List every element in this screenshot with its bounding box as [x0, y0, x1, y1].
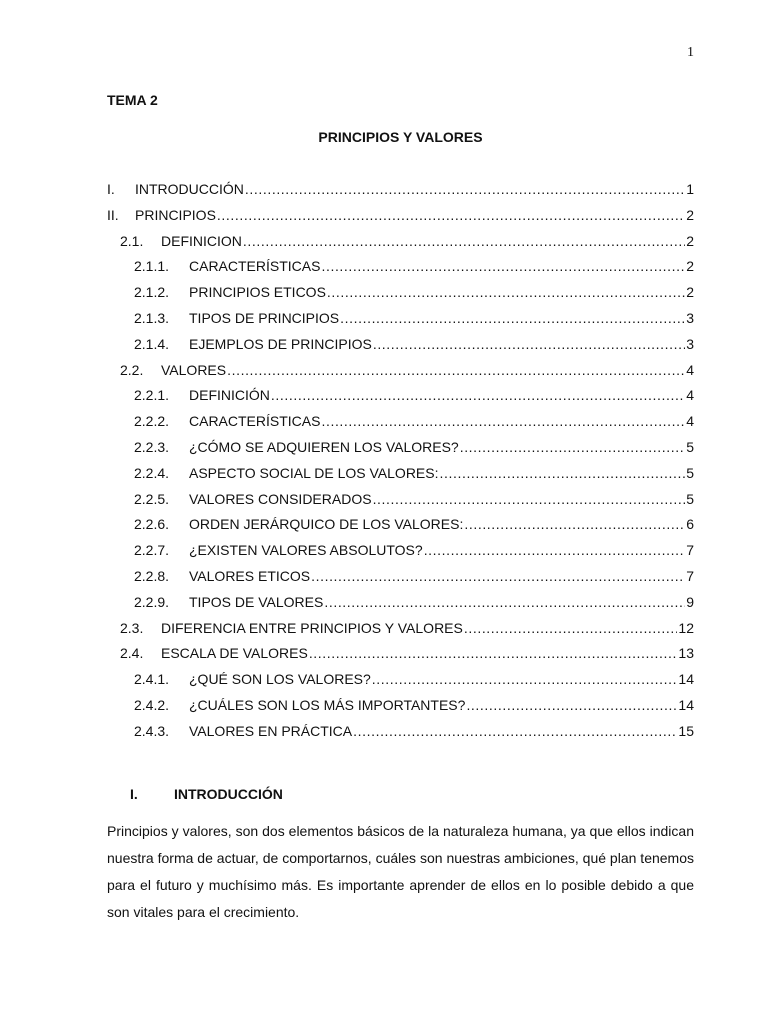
toc-dot-leader — [311, 564, 685, 590]
toc-entry-number: 2.2.7. — [134, 542, 170, 559]
table-of-contents — [0, 177, 768, 745]
toc-entry-title: VALORES ETICOS — [189, 567, 311, 584]
toc-entry-number: I. — [107, 181, 115, 197]
toc-entry-number: 2.2.5. — [134, 490, 170, 507]
toc-entry-title: VALORES — [161, 361, 227, 378]
toc-entry-title: VALORES CONSIDERADOS — [189, 490, 372, 507]
toc-dot-leader — [217, 203, 685, 229]
toc-entry-number: 2.2.3. — [134, 438, 170, 455]
toc-entry-title: VALORES EN PRÁCTICA — [189, 722, 353, 739]
toc-entry[interactable] — [0, 641, 768, 667]
toc-dot-leader — [460, 435, 686, 461]
toc-entry-number: II. — [107, 206, 119, 223]
toc-entry-title: CARACTERÍSTICAS — [189, 258, 321, 275]
toc-entry-number: 2.2.9. — [134, 593, 170, 610]
toc-entry-title: INTRODUCCIÓN — [135, 181, 244, 197]
toc-entry-title: PRINCIPIOS — [135, 206, 216, 223]
toc-dot-leader — [464, 616, 678, 642]
toc-dot-leader — [321, 254, 685, 280]
toc-entry-number: 2.2.8. — [134, 567, 170, 584]
toc-entry-title: ESCALA DE VALORES — [161, 645, 308, 662]
toc-entry[interactable] — [0, 435, 768, 461]
toc-dot-leader — [424, 538, 686, 564]
toc-entry-page: 2 — [686, 284, 694, 301]
toc-dot-leader — [309, 641, 678, 667]
toc-entry-number: 2.2.1. — [134, 387, 170, 404]
section-heading — [130, 786, 283, 802]
toc-entry-number: 2.1.4. — [134, 335, 170, 352]
toc-entry-title: ¿CUÁLES SON LOS MÁS IMPORTANTES? — [189, 696, 466, 713]
toc-entry-title: EJEMPLOS DE PRINCIPIOS — [189, 335, 372, 352]
toc-entry-title: ORDEN JERÁRQUICO DE LOS VALORES: — [189, 516, 464, 533]
toc-dot-leader — [466, 693, 677, 719]
toc-dot-leader — [245, 177, 685, 203]
toc-entry[interactable] — [0, 487, 768, 513]
toc-entry-title: ¿EXISTEN VALORES ABSOLUTOS? — [189, 542, 423, 559]
toc-entry-page: 14 — [678, 671, 694, 688]
toc-entry-number: 2.4.3. — [134, 722, 170, 739]
toc-entry[interactable] — [0, 254, 768, 280]
toc-entry-page: 7 — [686, 567, 694, 584]
section-number: I. — [130, 786, 138, 802]
toc-entry-title: ¿QUÉ SON LOS VALORES? — [189, 671, 371, 688]
toc-entry-title: TIPOS DE PRINCIPIOS — [189, 309, 340, 326]
toc-dot-leader — [327, 280, 685, 306]
toc-entry[interactable] — [0, 512, 768, 538]
toc-entry-title: DEFINICION — [161, 232, 242, 249]
toc-entry-number: 2.1.3. — [134, 309, 170, 326]
toc-dot-leader — [373, 487, 686, 513]
toc-entry[interactable] — [0, 306, 768, 332]
toc-entry-page: 4 — [686, 413, 694, 430]
toc-entry-number: 2.2.4. — [134, 464, 170, 481]
toc-entry[interactable] — [0, 229, 768, 255]
toc-entry-number: 2.1.1. — [134, 258, 170, 275]
toc-entry[interactable] — [0, 203, 768, 229]
toc-entry-page: 2 — [686, 232, 694, 249]
toc-entry-number: 2.4. — [120, 645, 144, 662]
toc-entry[interactable] — [0, 409, 768, 435]
toc-entry-number: 2.4.1. — [134, 671, 170, 688]
toc-entry-number: 2.4.2. — [134, 696, 170, 713]
toc-dot-leader — [227, 358, 685, 384]
toc-dot-leader — [243, 229, 685, 255]
toc-entry-page: 12 — [678, 619, 694, 636]
toc-entry[interactable] — [0, 667, 768, 693]
toc-entry-page: 5 — [686, 438, 694, 455]
toc-entry-page: 5 — [686, 490, 694, 507]
toc-entry[interactable] — [0, 538, 768, 564]
toc-entry-title: TIPOS DE VALORES — [189, 593, 324, 610]
toc-entry-page: 3 — [686, 335, 694, 352]
tema-label: TEMA 2 — [107, 92, 158, 108]
toc-dot-leader — [464, 512, 685, 538]
toc-entry-title: ASPECTO SOCIAL DE LOS VALORES: — [189, 464, 439, 481]
toc-entry-page: 4 — [686, 387, 694, 404]
toc-entry-page: 3 — [686, 309, 694, 326]
toc-entry-title: DIFERENCIA ENTRE PRINCIPIOS Y VALORES — [161, 619, 463, 636]
toc-dot-leader — [353, 719, 677, 745]
toc-entry-number: 2.2. — [120, 361, 144, 378]
toc-dot-leader — [440, 461, 686, 487]
toc-dot-leader — [373, 332, 685, 358]
toc-entry[interactable] — [0, 461, 768, 487]
toc-entry-number: 2.1.2. — [134, 284, 170, 301]
toc-dot-leader — [271, 383, 685, 409]
toc-entry[interactable] — [0, 693, 768, 719]
toc-entry[interactable] — [0, 280, 768, 306]
page-number: 1 — [687, 45, 694, 60]
toc-entry-page: 2 — [686, 258, 694, 275]
toc-entry-page: 6 — [686, 516, 694, 533]
toc-entry[interactable] — [0, 332, 768, 358]
toc-entry-page: 13 — [678, 645, 694, 662]
toc-entry-number: 2.2.2. — [134, 413, 170, 430]
section-title: INTRODUCCIÓN — [174, 786, 283, 802]
toc-entry-page: 4 — [686, 361, 694, 378]
toc-entry-title: CARACTERÍSTICAS — [189, 413, 321, 430]
toc-entry-number: 2.2.6. — [134, 516, 170, 533]
toc-entry-page: 9 — [686, 593, 694, 610]
toc-entry-page: 7 — [686, 542, 694, 559]
toc-dot-leader — [340, 306, 685, 332]
document-title: PRINCIPIOS Y VALORES — [318, 129, 483, 145]
toc-entry-page: 5 — [686, 464, 694, 481]
toc-entry[interactable] — [0, 177, 768, 203]
toc-entry-page: 14 — [678, 696, 694, 713]
toc-entry[interactable] — [0, 564, 768, 590]
toc-entry[interactable] — [0, 383, 768, 409]
toc-entry-number: 2.3. — [120, 619, 144, 636]
intro-paragraph: Principios y valores, son dos elementos básicos de la naturaleza humana, ya que ellos indican nuestra forma de actuar, de comportarnos, cuáles son nuestras ambiciones, qué plan tenemos para el futuro y muchísimo más. Es importante aprender de ellos en lo posible debido a que son vitales para el crecimiento. — [107, 823, 694, 920]
toc-entry-title: DEFINICIÓN — [189, 387, 270, 404]
toc-dot-leader — [324, 590, 685, 616]
toc-entry-title: PRINCIPIOS ETICOS — [189, 284, 326, 301]
toc-entry[interactable] — [0, 616, 768, 642]
toc-dot-leader — [372, 667, 678, 693]
toc-entry[interactable] — [0, 590, 768, 616]
toc-entry-page: 1 — [686, 181, 694, 197]
toc-entry[interactable] — [0, 719, 768, 745]
toc-entry-page: 2 — [686, 206, 694, 223]
toc-entry-page: 15 — [678, 722, 694, 739]
toc-entry-title: ¿CÓMO SE ADQUIEREN LOS VALORES? — [189, 438, 459, 455]
toc-entry[interactable] — [0, 358, 768, 384]
toc-entry-number: 2.1. — [120, 232, 144, 249]
toc-dot-leader — [321, 409, 685, 435]
